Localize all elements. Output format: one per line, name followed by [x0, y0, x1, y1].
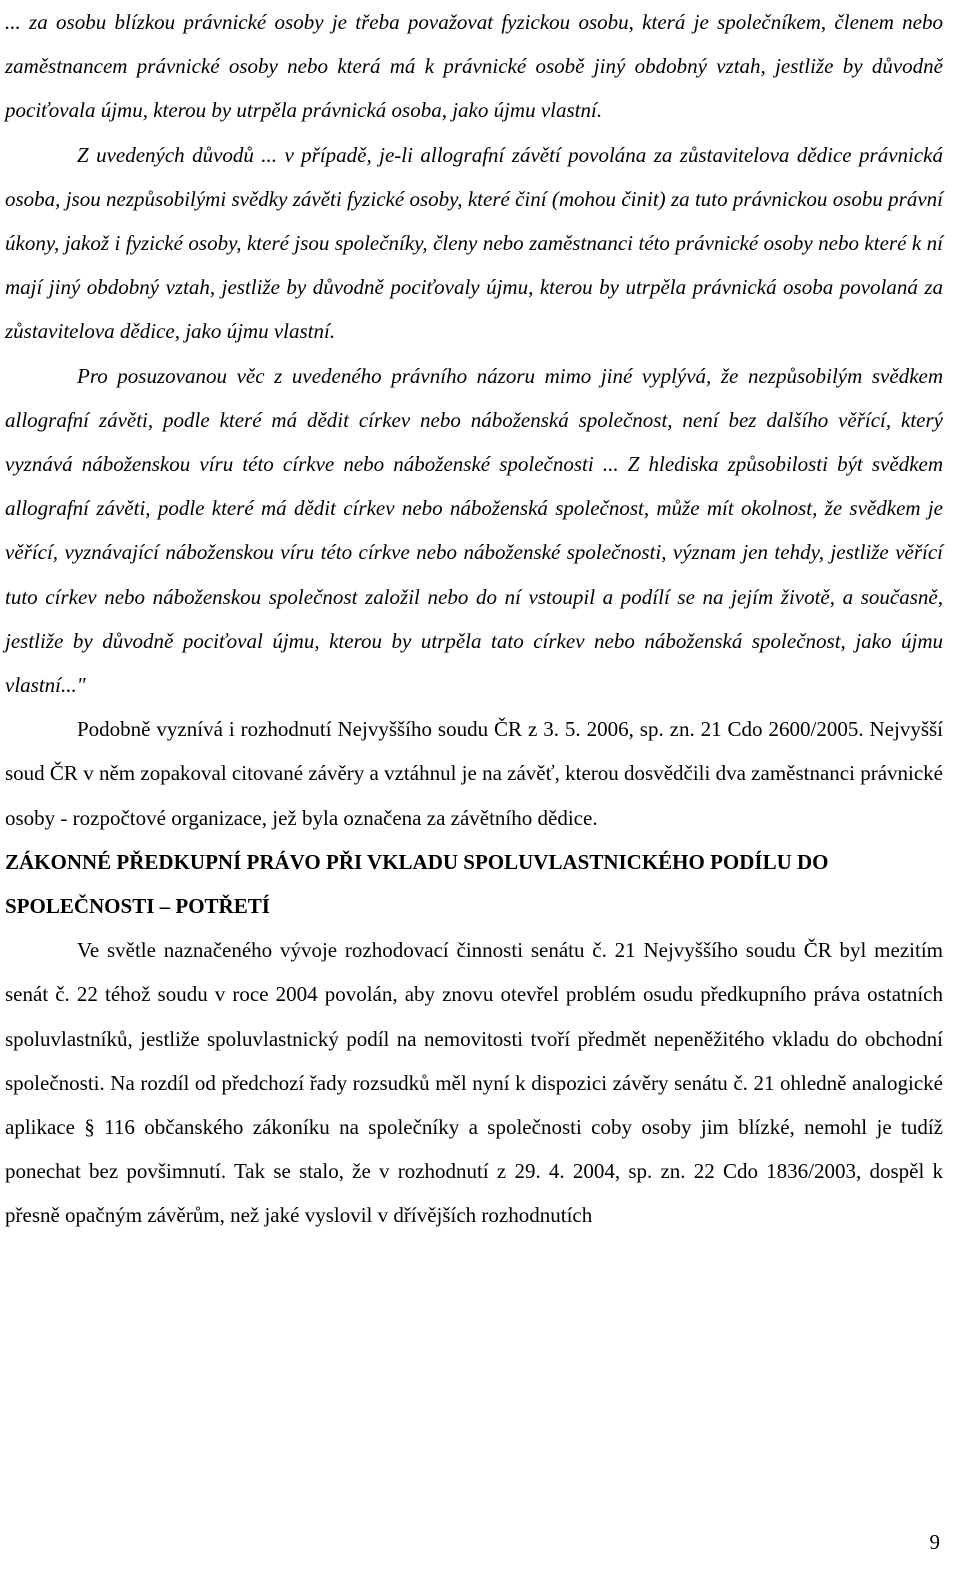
- section-heading: ZÁKONNÉ PŘEDKUPNÍ PRÁVO PŘI VKLADU SPOLUVLASTNICKÉHO PODÍLU DO SPOLEČNOSTI – POTŘETÍ: [5, 849, 829, 919]
- document-page: [5, 0, 943, 1238]
- body-paragraph-1: Podobně vyznívá i rozhodnutí Nejvyššího soudu ČR z 3. 5. 2006, sp. zn. 21 Cdo 2600/2005. Nejvyšší soud ČR v něm zopakoval citované závěry a vztáhnul je na závěť, kterou dosvědčili dva zaměstnanci právnické osoby - rozpočtové organizace, jež byla označena za závětního dědice.: [5, 717, 943, 830]
- quote-paragraph-2: Z uvedených důvodů ... v případě, je-li allografní závětí povolána za zůstavitelova dědice právnická osoba, jsou nezpůsobilými svědky závěti fyzické osoby, které činí (mohou činit) za tuto právnickou osobu právní úkony, jakož i fyzické osoby, které jsou společníky, členy nebo zaměstnanci této právnické osoby nebo které k ní mají jiný obdobný vztah, jestliže by důvodně pociťovaly újmu, kterou by utrpěla právnická osoba povolaná za zůstavitelova dědice, jako újmu vlastní.: [5, 142, 943, 344]
- body-paragraph-2: Ve světle naznačeného vývoje rozhodovací činnosti senátu č. 21 Nejvyššího soudu ČR byl mezitím senát č. 22 téhož soudu v roce 2004 povolán, aby znovu otevřel problém osudu předkupního práva ostatních spoluvlastníků, jestliže spoluvlastnický podíl na nemovitosti tvoří předmět nepeněžitého vkladu do obchodní společnosti. Na rozdíl od předchozí řady rozsudků měl nyní k dispozici závěry senátu č. 21 ohledně analogické aplikace § 116 občanského zákoníku na společníky a společnosti coby osoby jim blízké, nemohl je tudíž ponechat bez povšimnutí. Tak se stalo, že v rozhodnutí z 29. 4. 2004, sp. zn. 22 Cdo 1836/2003, dospěl k přesně opačným závěrům, než jaké vyslovil v dřívějších rozhodnutích: [5, 938, 943, 1228]
- quote-paragraph-1: ... za osobu blízkou právnické osoby je třeba považovat fyzickou osobu, která je společníkem, členem nebo zaměstnancem právnické osoby nebo která má k právnické osobě jiný obdobný vztah, jestliže by důvodně pociťovala újmu, kterou by utrpěla právnická osoba, jako újmu vlastní.: [5, 10, 943, 123]
- page-number: 9: [929, 1530, 940, 1554]
- quote-paragraph-3: Pro posuzovanou věc z uvedeného právního názoru mimo jiné vyplývá, že nezpůsobilým svědkem allografní závěti, podle které má dědit církev nebo náboženská společnost, není bez dalšího věřící, který vyznává náboženskou víru této církve nebo náboženské společnosti ... Z hlediska způsobilosti být svědkem allografní závěti, podle které má dědit církev nebo náboženská společnost, může mít okolnost, že svědkem je věřící, vyznávající náboženskou víru této církve nebo náboženské společnosti, význam jen tehdy, jestliže věřící tuto církev nebo náboženskou společnost založil nebo do ní vstoupil a podílí se na jejím životě, a současně, jestliže by důvodně pociťoval újmu, kterou by utrpěla tato církev nebo náboženská společnost, jako újmu vlastní...": [5, 363, 943, 698]
